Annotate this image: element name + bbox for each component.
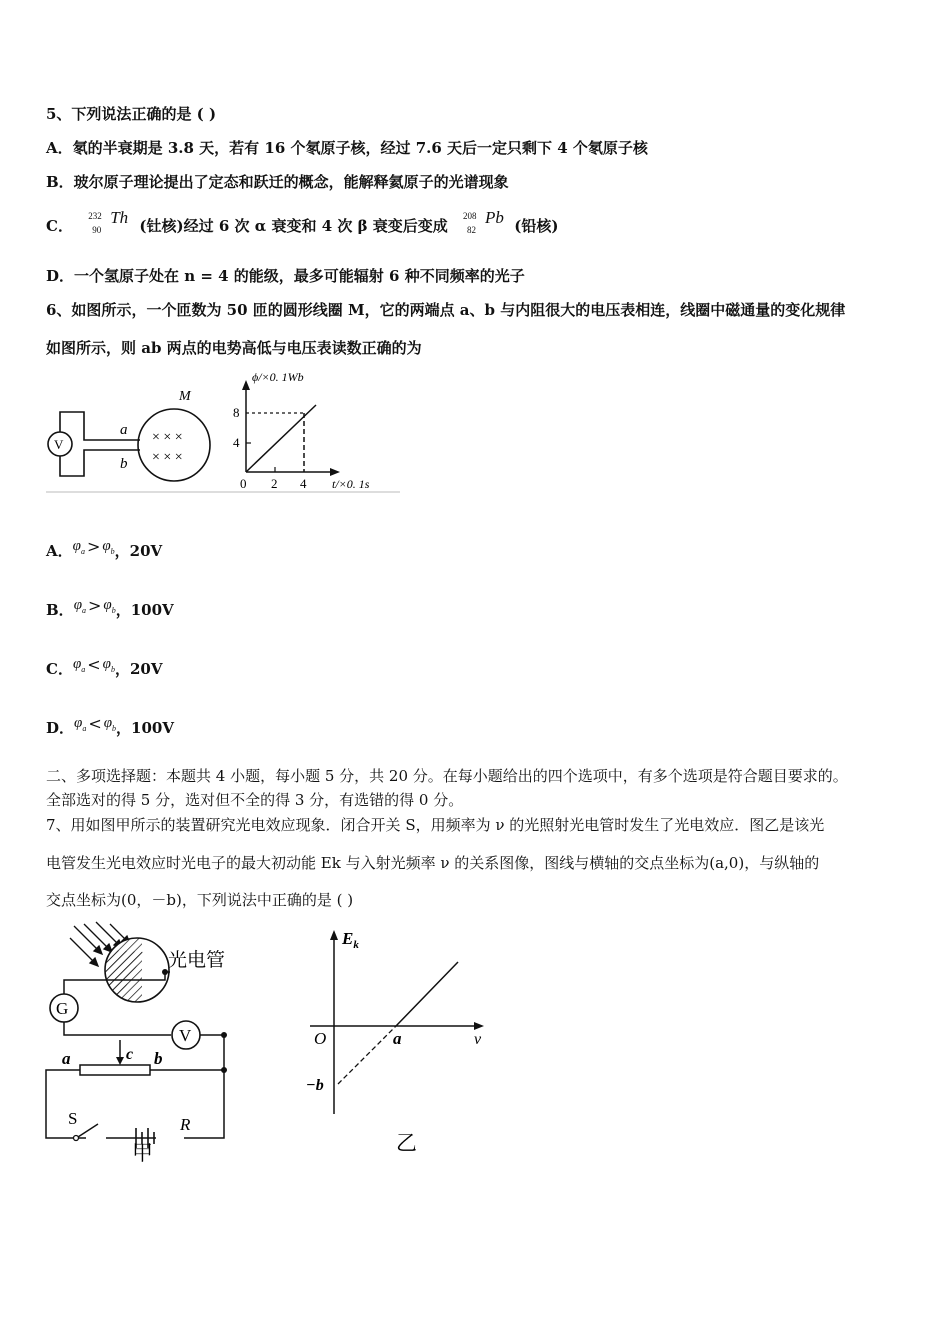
- rheostat-end-b: b: [154, 1049, 163, 1068]
- galvanometer-label: G: [56, 999, 69, 1018]
- switch-contact: [74, 1136, 79, 1141]
- thorium-nuclide: [78, 208, 134, 240]
- q6-coil-circuit: [48, 409, 210, 481]
- q6-figure: [40, 368, 410, 498]
- phi-a: $\varphi_a$: [74, 715, 87, 733]
- phi-b: $\varphi_b$: [103, 597, 116, 615]
- slider-arrow: [116, 1057, 124, 1065]
- q5-option-b: B．玻尔原子理论提出了定态和跃迁的概念，能解释氦原子的光谱现象: [46, 173, 509, 191]
- magnetic-field-row-1: × × ×: [152, 430, 183, 445]
- flux-y-axis-label: ϕ/×0. 1Wb: [252, 370, 304, 384]
- junction-top: [221, 1032, 227, 1038]
- q6-option-d: [46, 714, 174, 739]
- comparison-sign: <: [87, 655, 101, 674]
- thorium-atomic-number: 90: [92, 225, 102, 235]
- flux-x-tick-2: 2: [271, 476, 278, 491]
- comparison-sign: >: [88, 596, 102, 615]
- switch-label: S: [68, 1109, 78, 1128]
- coil-label: M: [179, 389, 191, 404]
- junction-bottom: [221, 1067, 227, 1073]
- photo-tube-label: 光电管: [168, 950, 226, 971]
- flux-line: [246, 405, 316, 472]
- terminal-b-label: b: [120, 456, 128, 472]
- ek-graph-axes: [310, 930, 484, 1114]
- origin-label: O: [314, 1029, 327, 1048]
- q5-option-d: D．一个氢原子处在 n = 4 的能级，最多可能辐射 6 种不同频率的光子: [46, 267, 525, 285]
- voltmeter-label: V: [179, 1026, 192, 1045]
- thorium-mass-number: 232: [88, 211, 102, 221]
- magnetic-field-row-2: × × ×: [152, 450, 183, 465]
- figure-jia-caption: 甲: [132, 1141, 153, 1163]
- q6-option-b-value: ，100V: [115, 601, 174, 619]
- x-intercept-label: a: [393, 1029, 402, 1048]
- ek-y-axis-label: $E_k$: [342, 929, 359, 951]
- rheostat: [80, 1065, 150, 1075]
- comparison-sign: >: [86, 537, 101, 556]
- q6-option-b: [46, 596, 174, 621]
- lead-nuclide: [453, 208, 509, 240]
- q6-option-a: [46, 537, 163, 562]
- comparison-sign: <: [88, 714, 102, 733]
- flux-y-tick-8: 8: [233, 405, 240, 420]
- section2-heading-line2: 全部选对的得 5 分，选对但不全的得 3 分，有选错的得 0 分。: [46, 791, 464, 809]
- coil-circle: [138, 409, 210, 481]
- section2-heading-line1: 二、多项选择题：本题共 4 小题，每小题 5 分，共 20 分。在每小题给出的四个选项中，有多个选项是符合题目要求的。: [46, 767, 848, 785]
- ek-line-dashed: [338, 1026, 396, 1084]
- q5-stem: 5、下列说法正确的是 ( ): [46, 105, 217, 123]
- slider-label-c: c: [126, 1046, 134, 1063]
- phi-b: $\varphi_b$: [102, 538, 115, 556]
- q6-option-c: [46, 655, 163, 680]
- phi-b: $\varphi_b$: [102, 656, 115, 674]
- phi-b: $\varphi_b$: [103, 715, 117, 733]
- q6-option-c-label: C．: [46, 660, 73, 678]
- rheostat-end-a: a: [62, 1049, 71, 1068]
- q7-figure-yi: [300, 924, 500, 1159]
- q5-option-c-label: C．: [46, 217, 73, 235]
- figure-yi-caption: 乙: [396, 1131, 417, 1155]
- thorium-symbol: Th: [110, 208, 129, 227]
- q6-stem-line2: 如图所示，则 ab 两点的电势高低与电压表读数正确的为: [46, 339, 422, 357]
- phi-a: $\varphi_a$: [72, 538, 85, 556]
- switch-lever: [78, 1124, 98, 1137]
- q7-stem-line1: 7、用如图甲所示的装置研究光电效应现象．闭合开关 S，用频率为 ν 的光照射光电管时发生了光电效应．图乙是该光: [46, 816, 825, 834]
- y-intercept-label: −b: [306, 1077, 324, 1094]
- q5-option-c: [46, 208, 559, 240]
- voltmeter-label: V: [54, 437, 64, 452]
- q6-option-c-value: ，20V: [114, 660, 163, 678]
- frequency-axis-label: ν: [474, 1031, 482, 1048]
- q7-stem-line2: 电管发生光电效应时光电子的最大初动能 Ek 与入射光频率 ν 的关系图像，图线与横轴的交点坐标为(a,0)，与纵轴的: [46, 854, 820, 872]
- q6-option-a-label: A．: [46, 542, 73, 560]
- q5-option-c-end: (铅核): [514, 217, 559, 235]
- q6-option-b-label: B．: [46, 601, 74, 619]
- q7-figure-jia: [40, 918, 260, 1163]
- terminal-a-label: a: [120, 422, 128, 438]
- q6-option-d-value: ，100V: [116, 719, 174, 737]
- flux-x-tick-0: 0: [240, 476, 247, 491]
- lead-mass-number: 208: [463, 211, 477, 221]
- ek-line-solid: [396, 962, 458, 1026]
- q7-stem-line3: 交点坐标为(0，－b)，下列说法中正确的是 ( ): [46, 891, 354, 909]
- phi-a: $\varphi_a$: [72, 656, 86, 674]
- flux-y-tick-4: 4: [233, 435, 240, 450]
- resistor-label: R: [180, 1115, 191, 1134]
- lead-symbol: Pb: [485, 208, 504, 227]
- lead-atomic-number: 82: [467, 225, 477, 235]
- flux-x-axis-label: t/×0. 1s: [332, 477, 370, 491]
- flux-x-tick-4: 4: [300, 476, 307, 491]
- q6-stem-line1: 6、如图所示，一个匝数为 50 匝的圆形线圈 M，它的两端点 a、b 与内阻很大的电压表相连，线圈中磁通量的变化规律: [46, 301, 846, 319]
- phi-a: $\varphi_a$: [73, 597, 86, 615]
- cathode-hatch: [106, 938, 142, 1002]
- q5-option-a: A．氡的半衰期是 3.8 天，若有 16 个氡原子核，经过 7.6 天后一定只剩下 4 个氡原子核: [46, 139, 648, 157]
- q6-option-d-label: D．: [46, 719, 75, 737]
- q5-option-c-middle: (钍核)经过 6 次 α 衰变和 4 次 β 衰变后变成: [139, 217, 448, 235]
- q6-option-a-value: ，20V: [114, 542, 163, 560]
